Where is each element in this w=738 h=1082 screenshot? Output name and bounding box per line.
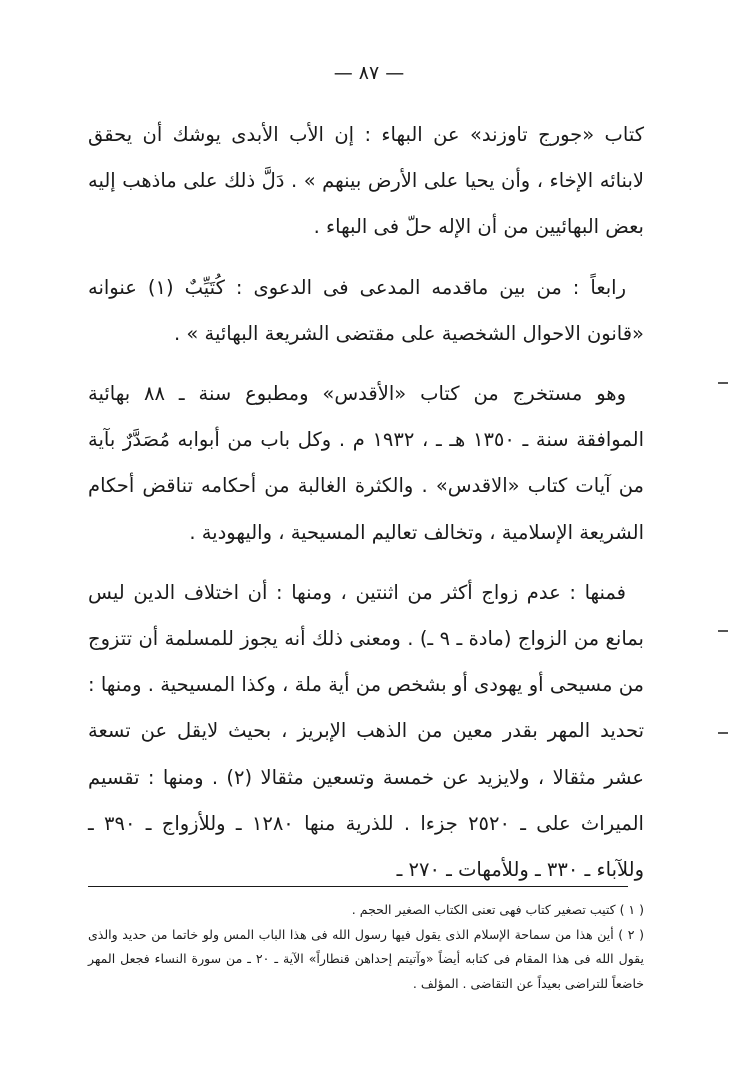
margin-mark xyxy=(718,630,728,632)
margin-mark xyxy=(718,732,728,734)
paragraph-3: وهو مستخرج من كتاب «الأقدس» ومطبوع سنة ـ ٨٨ بهائية الموافقة سنة ـ ١٣٥٠ هـ ـ ، ١٩٣٢ م . وكل باب من أبوابه مُصَدَّرٌ بآية من آيات كتاب «الاقدس» . والكثرة الغالبة من أحكامه تناقض أحكام الشريعة الإسلامية ، وتخالف تعاليم المسيحية ، واليهودية . xyxy=(88,382,644,544)
margin-mark xyxy=(718,382,728,384)
main-text xyxy=(88,112,644,893)
page-number: — ٨٧ — xyxy=(333,62,405,84)
paragraph-1: كتاب «جورج تاوزند» عن البهاء : إن الأب الأبدى يوشك أن يحقق لابنائه الإخاء ، وأن يحيا على الأرض بينهم » . دَلَّ ذلك على ماذهب إليه بعض البهائيين من أن الإله حلّ فى البهاء . xyxy=(88,123,644,239)
footnote-divider xyxy=(88,886,628,887)
paragraph-4: فمنها : عدم زواج أكثر من اثنتين ، ومنها : أن اختلاف الدين ليس بمانع من الزواج (مادة ـ ٩ ـ) . ومعنى ذلك أنه يجوز للمسلمة أن تتزوج من مسيحى أو يهودى أو بشخص من أية ملة ، وكذا المسيحية . ومنها : تحديد المهر بقدر معين من الذهب الإبريز ، بحيث لايقل عن تسعة عشر مثقالا ، ولايزيد عن خمسة وتسعين مثقالا (٢) . ومنها : تقسيم الميراث على ـ ٢٥٢٠ جزءا . للذرية منها ١٢٨٠ ـ وللأزواج ـ ٣٩٠ ـ وللآباء ـ ٣٣٠ ـ وللأمهات ـ ٢٧٠ ـ xyxy=(88,580,644,882)
footnotes xyxy=(88,898,644,996)
footnote-2: ( ٢ ) أين هذا من سماحة الإسلام الذى يقول فيها رسول الله فى هذا الباب المس ولو خاتما من حديد والذى يقول الله فى هذا المقام فى كتابه أيضاً «وآتيتم إحداهن قنطاراً» الآية ـ ٢٠ ـ من سورة النساء فجعل المهر خاضعاً للتراضى بعيداً عن التقاضى . المؤلف . xyxy=(88,926,644,991)
footnote-1: ( ١ ) كتيب تصغير كتاب فهى تعنى الكتاب الصغير الحجم . xyxy=(351,902,644,917)
paragraph-2: رابعاً : من بين ماقدمه المدعى فى الدعوى : كُتَيِّبٌ (١) عنوانه «قانون الاحوال الشخصية على مقتضى الشريعة البهائية » . xyxy=(88,275,644,345)
